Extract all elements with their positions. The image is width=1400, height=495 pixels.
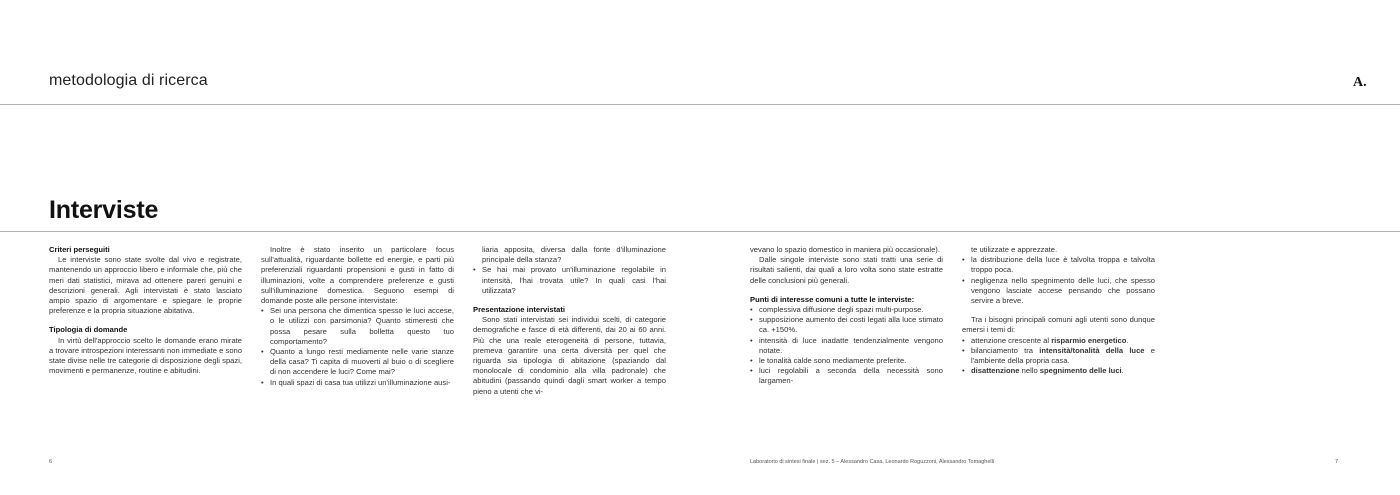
brand-logo: A.	[1353, 75, 1367, 90]
subheading-punti: Punti di interesse comuni a tutte le interviste:	[750, 294, 915, 304]
paragraph: Tra i bisogni principali comuni agli utenti sono dunque emersi i temi di:	[962, 315, 1155, 335]
paragraph: Inoltre è stato inserito un particolare focus sull'attualità, riguardante bollette ed energie, e parti più preferenziali riguardanti propensioni e gusti in fatto di illuminazioni, volte a comprendere preferenze e gusti sull'illuminazione domestica. Seguono esempi di domande poste alle persone intervistate:	[261, 245, 454, 306]
paragraph: Dalle singole interviste sono stati tratti una serie di risultati salienti, dai quali a loro volta sono state estratte delle conclusioni più generali.	[750, 255, 943, 285]
page-number-right: 7	[1335, 459, 1339, 465]
page-number-left: 6	[49, 459, 53, 465]
header-rule	[0, 104, 1400, 105]
subheading-tipologia: Tipologia di domande	[49, 325, 128, 335]
header-title: metodologia di ricerca	[49, 72, 208, 89]
text-column-1	[49, 245, 242, 376]
text-column-3	[473, 245, 666, 397]
needs-list	[962, 336, 1155, 377]
question-list	[261, 306, 454, 388]
subheading-criteri: Criteri perseguiti	[49, 245, 110, 254]
paragraph: Le interviste sono state svolte dal vivo e registrate, mantenendo un approccio libero e informale che, più che meri dati statistici, mirava ad ottenere pareri genuini e descrizioni generali. Agli intervistati è stato lasciato ampio spazio di argomentare e spiegare le proprie preferenze e la propria situazione abitativa.	[49, 255, 242, 316]
paragraph-continued: vevano lo spazio domestico in maniera più occasionale).	[750, 245, 940, 254]
footer-credits: Laboratorio di sintesi finale | sez. 5 – Alessandro Casa, Leonardo Roguzzoni, Alessandro Tomaghelli	[750, 459, 995, 465]
list-item: • Se hai mai provato un'illuminazione regolabile in intensità, l'hai trovata utile? In quali casi l'hai utilizzata?	[473, 265, 666, 296]
list-item: • disattenzione nello spegnimento delle luci.	[962, 366, 1155, 376]
list-item: • Sei una persona che dimentica spesso le luci accese, o le utilizzi con parsimonia? Quanto stimeresti che possa pesare sulla bolletta questo tuo comportamento?	[261, 306, 454, 347]
list-item: • bilanciamento tra intensità/tonalità della luce e l'ambiente della propria casa.	[962, 346, 1155, 366]
section-title: Interviste	[49, 196, 159, 224]
list-item-continued: te utilizzate e apprezzate.	[971, 245, 1058, 254]
paragraph: Sono stati intervistati sei individui scelti, di categorie demografiche e fasce di età differenti, dai 20 ai 60 anni. Più che una reale eterogeneità di persone, tuttavia, premeva garantire una certa diversità per quel che riguarda sia tipologia di abitazione (spaziando dal monolocale di condominio alla villa padronale) che abitudini (passando quindi dagli smart worker a tempo pieno a utenti che vi-	[473, 315, 666, 396]
subheading-presentazione: Presentazione intervistati	[473, 305, 566, 315]
findings-list-continued	[962, 245, 1155, 306]
findings-list	[750, 305, 943, 387]
list-item: • In quali spazi di casa tua utilizzi un'illuminazione ausi-	[261, 378, 454, 388]
list-item: • la distribuzione della luce è talvolta troppa e talvolta troppo poca.	[962, 255, 1155, 275]
list-item: • le tonalità calde sono mediamente preferite.	[750, 356, 943, 366]
text-column-2	[261, 245, 454, 388]
list-item: • attenzione crescente al risparmio energetico.	[962, 336, 1155, 346]
question-list-continued	[473, 245, 666, 296]
list-item: • intensità di luce inadatte tendenzialmente vengono notate.	[750, 336, 943, 356]
paragraph: In virtù dell'approccio scelto le domande erano mirate a trovare introspezioni interessanti non immediate e sono state divise nelle tre categorie di disposizione degli spazi, movimenti e permanenze, routine e abitudini.	[49, 335, 242, 376]
list-item: • supposizione aumento dei costi legati alla luce stimato ca. +150%.	[750, 315, 943, 335]
list-item: • Quanto a lungo resti mediamente nelle varie stanze della casa? Ti capita di muoverti al buio o di scegliere di non accendere le luci? Come mai?	[261, 347, 454, 378]
text-column-4	[750, 245, 943, 387]
list-item: • luci regolabili a seconda della necessità sono largamen-	[750, 366, 943, 386]
section-rule	[0, 231, 1400, 232]
list-item-continued: liaria apposita, diversa dalla fonte d'illuminazione principale della stanza?	[482, 245, 666, 265]
list-item: • complessiva diffusione degli spazi multi-purpose.	[750, 305, 943, 315]
text-column-5	[962, 245, 1155, 376]
list-item: • negligenza nello spegnimento delle luci, che spesso vengono lasciate accese pensando che possano servire a breve.	[962, 276, 1155, 307]
